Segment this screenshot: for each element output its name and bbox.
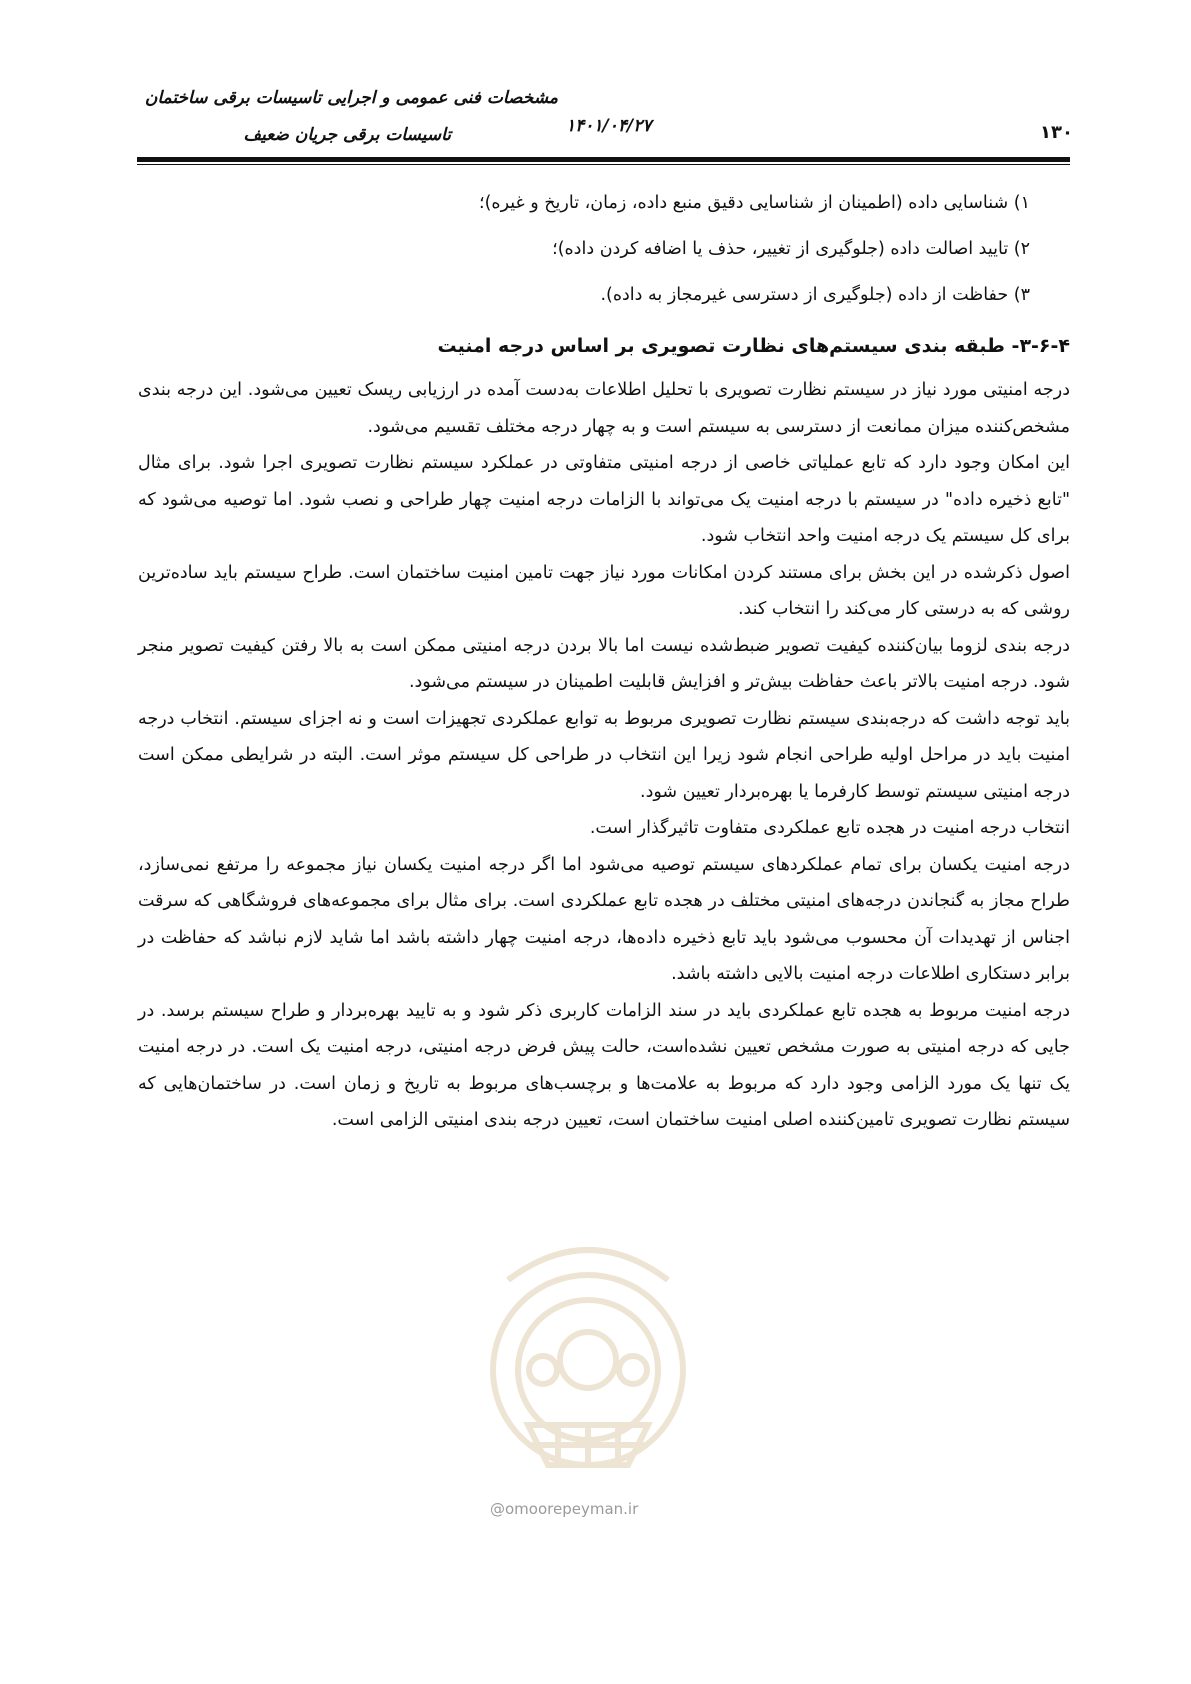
paragraph: درجه امنیتی مورد نیاز در سیستم نظارت تصویری با تحلیل اطلاعات به‌دست آمده در ارزیابی ریسک تعیین می‌شود. این درجه بندی مشخص‌کننده میزان ممانعت از دسترسی به سیستم است و به چهار درجه مختلف تقسیم می‌شود. (138, 380, 1070, 437)
page-number: ۱۳۰ (1040, 122, 1073, 143)
section-heading: ۳-۶-۴- طبقه بندی سیستم‌های نظارت تصویری بر اساس درجه امنیت (437, 335, 1070, 357)
header-rule-thin (137, 164, 1070, 165)
paragraph: درجه امنیت مربوط به هجده تابع عملکردی باید در سند الزامات کاربری ذکر شود و به تایید بهره‌بردار و طراح سیستم برسد. در جایی که درجه امنیتی به صورت مشخص تعیین نشده‌است، حالت پیش فرض درجه امنیتی، درجه امنیت یک است. در درجه امنیت یک تنها یک مورد الزامی وجود دارد که مربوط به علامت‌ها و برچسب‌های مربوط به تاریخ و زمان است. در ساختمان‌هایی که سیستم نظارت تصویری تامین‌کننده اصلی امنیت ساختمان است، تعیین درجه بندی امنیتی الزامی است. (138, 1000, 1070, 1130)
paragraph: این امکان وجود دارد که تابع عملیاتی خاصی از درجه امنیتی متفاوتی در عملکرد سیستم نظارت تصویری اجرا شود. برای مثال "تابع ذخیره داده" در سیستم با درجه امنیت یک می‌تواند با الزامات درجه امنیت چهار طراحی و نصب شود. اما توصیه می‌شود که برای کل سیستم یک درجه امنیت واحد انتخاب شود. (138, 453, 1070, 546)
document-title: مشخصات فنی عمومی و اجرایی تاسیسات برقی ساختمان (144, 88, 558, 108)
header-rule-thick (137, 157, 1070, 162)
paragraph: انتخاب درجه امنیت در هجده تابع عملکردی متفاوت تاثیرگذار است. (589, 818, 1070, 838)
paragraph: باید توجه داشت که درجه‌بندی سیستم نظارت تصویری مربوط به توابع عملکردی تجهیزات است و نه اجزای سیستم. انتخاب درجه امنیت باید در مراحل اولیه طراحی انجام شود زیرا این انتخاب در طراحی کل سیستم موثر است. البته در شرایطی ممکن است درجه امنیتی سیستم توسط کارفرما یا بهره‌بردار تعیین شود. (138, 708, 1070, 802)
seal-logo-icon (468, 1220, 708, 1480)
paragraph: درجه امنیت یکسان برای تمام عملکردهای سیستم توصیه می‌شود اما اگر درجه امنیت یکسان نیاز مجموعه را مرتفع نمی‌سازد، طراح مجاز به گنجاندن درجه‌های امنیتی مختلف در هجده تابع عملکردی است. برای مثال برای مجموعه‌های فروشگاهی که سرقت اجناس از تهدیدات آن محسوب می‌شود باید تابع ذخیره داده‌ها، درجه امنیت چهار داشته باشد اما شاید لازم نباشد که حفاظت در برابر دستکاری اطلاعات درجه امنیت بالایی داشته باشد. (138, 854, 1070, 984)
watermark-url: @omoorepeyman.ir (490, 1500, 639, 1518)
document-body (138, 180, 1070, 1139)
paragraph: اصول ذکرشده در این بخش برای مستند کردن امکانات مورد نیاز جهت تامین امنیت ساختمان است. طراح سیستم باید ساده‌ترین روشی که به درستی کار می‌کند را انتخاب کند. (138, 562, 1070, 619)
list-item: ۲) تایید اصالت داده (جلوگیری از تغییر، حذف یا اضافه کردن داده)؛ (552, 239, 1030, 259)
section-title: تاسیسات برقی جریان ضعیف (243, 125, 451, 145)
document-date: ۱۴۰۱/۰۴/۲۷ (566, 116, 652, 136)
requirements-list (138, 180, 1070, 318)
paragraph: درجه بندی لزوما بیان‌کننده کیفیت تصویر ضبط‌شده نیست اما بالا بردن درجه امنیتی ممکن است به بالا رفتن کیفیت تصویر منجر شود. درجه امنیت بالاتر باعث حفاظت بیش‌تر و افزایش قابلیت اطمینان در سیستم می‌شود. (138, 635, 1070, 692)
list-item: ۱) شناسایی داده (اطمینان از شناسایی دقیق منبع داده، زمان، تاریخ و غیره)؛ (479, 193, 1030, 213)
list-item: ۳) حفاظت از داده (جلوگیری از دسترسی غیرمجاز به داده). (600, 285, 1030, 305)
